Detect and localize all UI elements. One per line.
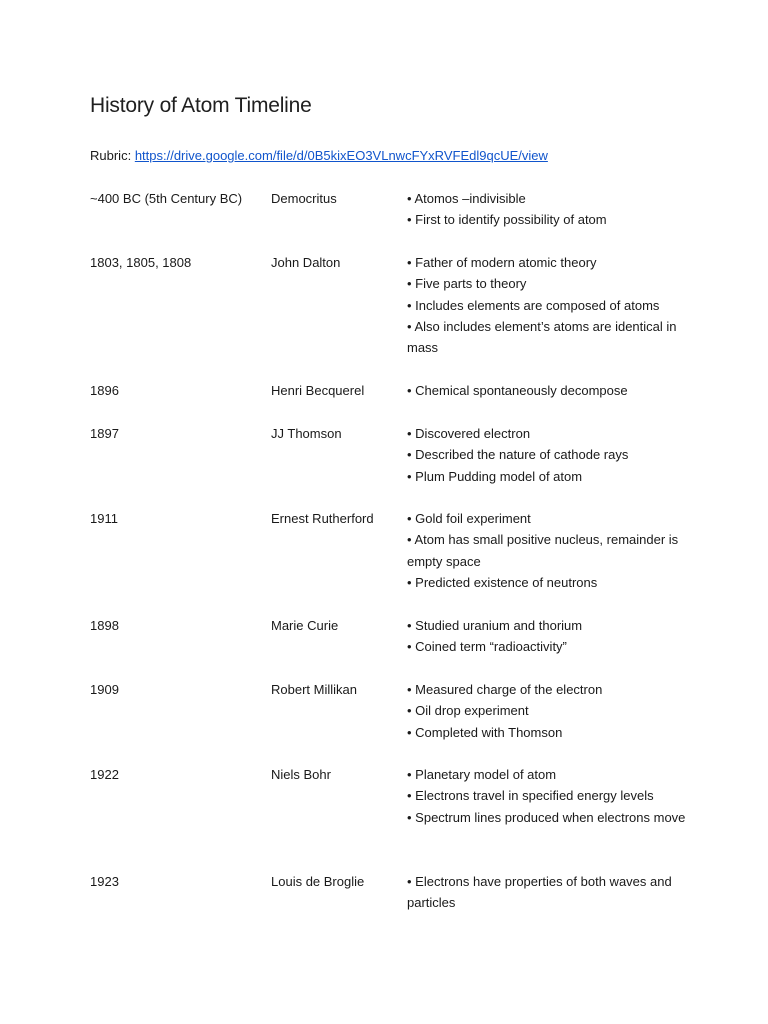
timeline-scientist: Ernest Rutherford	[271, 511, 374, 526]
fact-item: • Electrons travel in specified energy levels	[407, 788, 654, 804]
timeline-date: 1911	[90, 511, 118, 526]
fact-item: • First to identify possibility of atom	[407, 212, 607, 228]
timeline-scientist: JJ Thomson	[271, 426, 342, 441]
fact-item: • Atom has small positive nucleus, remainder is empty space	[407, 532, 679, 569]
fact-item: • Five parts to theory	[407, 276, 527, 292]
timeline-facts	[407, 423, 687, 487]
fact-item: • Measured charge of the electron	[407, 682, 603, 697]
timeline-date: 1909	[90, 682, 119, 697]
timeline-date: 1896	[90, 383, 119, 398]
fact-item: • Planetary model of atom	[407, 767, 557, 782]
fact-item: • Coined term “radioactivity”	[407, 639, 567, 655]
timeline-facts	[407, 252, 687, 358]
fact-item: • Predicted existence of neutrons	[407, 574, 598, 590]
timeline-facts	[407, 508, 687, 593]
fact-item: • Electrons have properties of both waves and particles	[407, 874, 672, 911]
timeline-facts	[407, 764, 687, 828]
timeline-scientist: Niels Bohr	[271, 767, 331, 782]
fact-item: • Studied uranium and thorium	[407, 618, 583, 633]
rubric-label: Rubric:	[90, 148, 132, 163]
timeline-scientist: Democritus	[271, 191, 337, 206]
timeline-scientist: Henri Becquerel	[271, 383, 365, 398]
fact-item: • Father of modern atomic theory	[407, 255, 597, 270]
timeline-date: 1897	[90, 426, 119, 441]
rubric-link[interactable]: https://drive.google.com/file/d/0B5kixEO3VLnwcFYxRVFEdl9qcUE/view	[134, 148, 548, 163]
fact-item: • Also includes element’s atoms are identical in mass	[407, 318, 677, 356]
timeline-scientist: Robert Millikan	[271, 682, 357, 697]
fact-item: • Gold foil experiment	[407, 511, 531, 526]
timeline-scientist: Louis de Broglie	[271, 874, 365, 889]
timeline-date: 1803, 1805, 1808	[90, 255, 192, 270]
page-title: History of Atom Timeline	[90, 94, 312, 117]
timeline-date: ~400 BC (5th Century BC)	[90, 191, 243, 206]
timeline-date: 1922	[90, 767, 119, 782]
timeline-scientist: Marie Curie	[271, 618, 339, 633]
timeline-facts	[407, 871, 687, 914]
timeline-facts	[407, 188, 687, 231]
fact-item: • Oil drop experiment	[407, 703, 529, 719]
fact-item: • Plum Pudding model of atom	[407, 468, 583, 484]
fact-item: • Includes elements are composed of atoms	[407, 297, 660, 313]
fact-item: • Spectrum lines produced when electrons move	[407, 809, 686, 825]
fact-item: • Atomos –indivisible	[407, 191, 526, 206]
timeline-facts	[407, 615, 687, 658]
rubric-line	[90, 146, 548, 166]
timeline-scientist: John Dalton	[271, 255, 341, 270]
fact-item: • Chemical spontaneously decompose	[407, 383, 628, 398]
fact-item: • Discovered electron	[407, 426, 531, 441]
timeline-facts	[407, 380, 687, 401]
timeline-facts	[407, 679, 687, 743]
fact-item: • Described the nature of cathode rays	[407, 447, 629, 463]
timeline-date: 1923	[90, 874, 119, 889]
timeline-date: 1898	[90, 618, 119, 633]
fact-item: • Completed with Thomson	[407, 724, 563, 740]
